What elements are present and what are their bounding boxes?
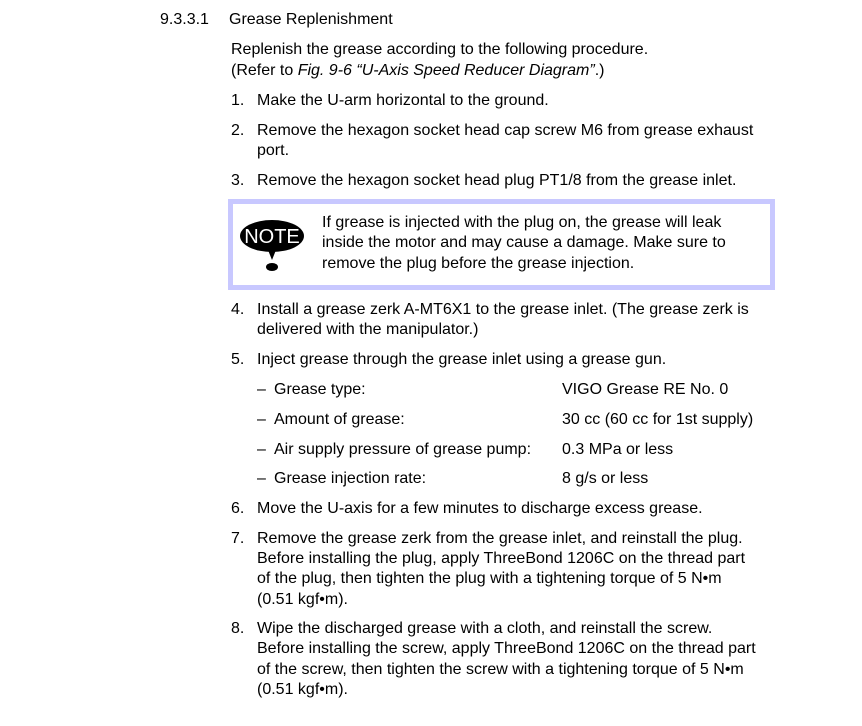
step-number: 6. [231,500,245,517]
step-text: Before installing the screw, apply ThreeBond 1206C on the thread part [257,640,756,657]
step-number: 8. [231,620,245,637]
param-dash: – [257,381,266,398]
param-value: 8 g/s or less [562,470,649,487]
step-number: 4. [231,301,245,318]
param-dash: – [257,411,266,428]
step-text: Wipe the discharged grease with a cloth, and reinstall the screw. [257,620,713,637]
param-label: Air supply pressure of grease pump: [274,441,532,458]
step-number: 7. [231,530,245,547]
param-dash: – [257,470,266,487]
step-text: of the plug, then tighten the plug with a tightening torque of 5 N•m [257,570,722,587]
step-text: of the screw, then tighten the screw with a tightening torque of 5 N•m [257,661,744,678]
step-number: 2. [231,122,245,139]
step-number: 1. [231,92,245,109]
note-text: inside the motor and may cause a damage. Make sure to [322,234,726,251]
section-number: 9.3.3.1 [160,11,209,28]
reference-prefix: (Refer to [231,62,298,79]
step-text: Before installing the plug, apply ThreeBond 1206C on the thread part [257,550,746,567]
param-label: Grease injection rate: [274,470,427,487]
note-text: remove the plug before the grease injection. [322,255,635,272]
step-text: (0.51 kgf•m). [257,681,348,698]
param-dash: – [257,441,266,458]
note-icon [238,216,308,276]
section-title: Grease Replenishment [229,11,393,28]
step-text: (0.51 kgf•m). [257,591,348,608]
step-text: port. [257,142,290,159]
param-value: VIGO Grease RE No. 0 [562,381,729,398]
step-text: Inject grease through the grease inlet using a grease gun. [257,351,667,368]
intro-reference [231,61,604,81]
param-value: 0.3 MPa or less [562,441,674,458]
step-text: Remove the hexagon socket head cap screw M6 from grease exhaust [257,122,754,139]
step-text: Install a grease zerk A-MT6X1 to the grease inlet. (The grease zerk is [257,301,749,318]
step-number: 5. [231,351,245,368]
note-text: If grease is injected with the plug on, the grease will leak [322,214,722,231]
step-text: delivered with the manipulator.) [257,321,479,338]
note-icon-label: NOTE [244,226,300,248]
intro-line: Replenish the grease according to the following procedure. [231,41,649,58]
step-number: 3. [231,172,245,189]
param-label: Grease type: [274,381,366,398]
step-text: Remove the hexagon socket head plug PT1/8 from the grease inlet. [257,172,737,189]
step-text: Move the U-axis for a few minutes to discharge excess grease. [257,500,703,517]
reference-suffix: .) [594,62,605,79]
param-label: Amount of grease: [274,411,405,428]
step-text: Make the U-arm horizontal to the ground. [257,92,549,109]
step-text: Remove the grease zerk from the grease inlet, and reinstall the plug. [257,530,743,547]
figure-reference: Fig. 9-6 “U-Axis Speed Reducer Diagram” [297,62,595,79]
param-value: 30 cc (60 cc for 1st supply) [562,411,754,428]
